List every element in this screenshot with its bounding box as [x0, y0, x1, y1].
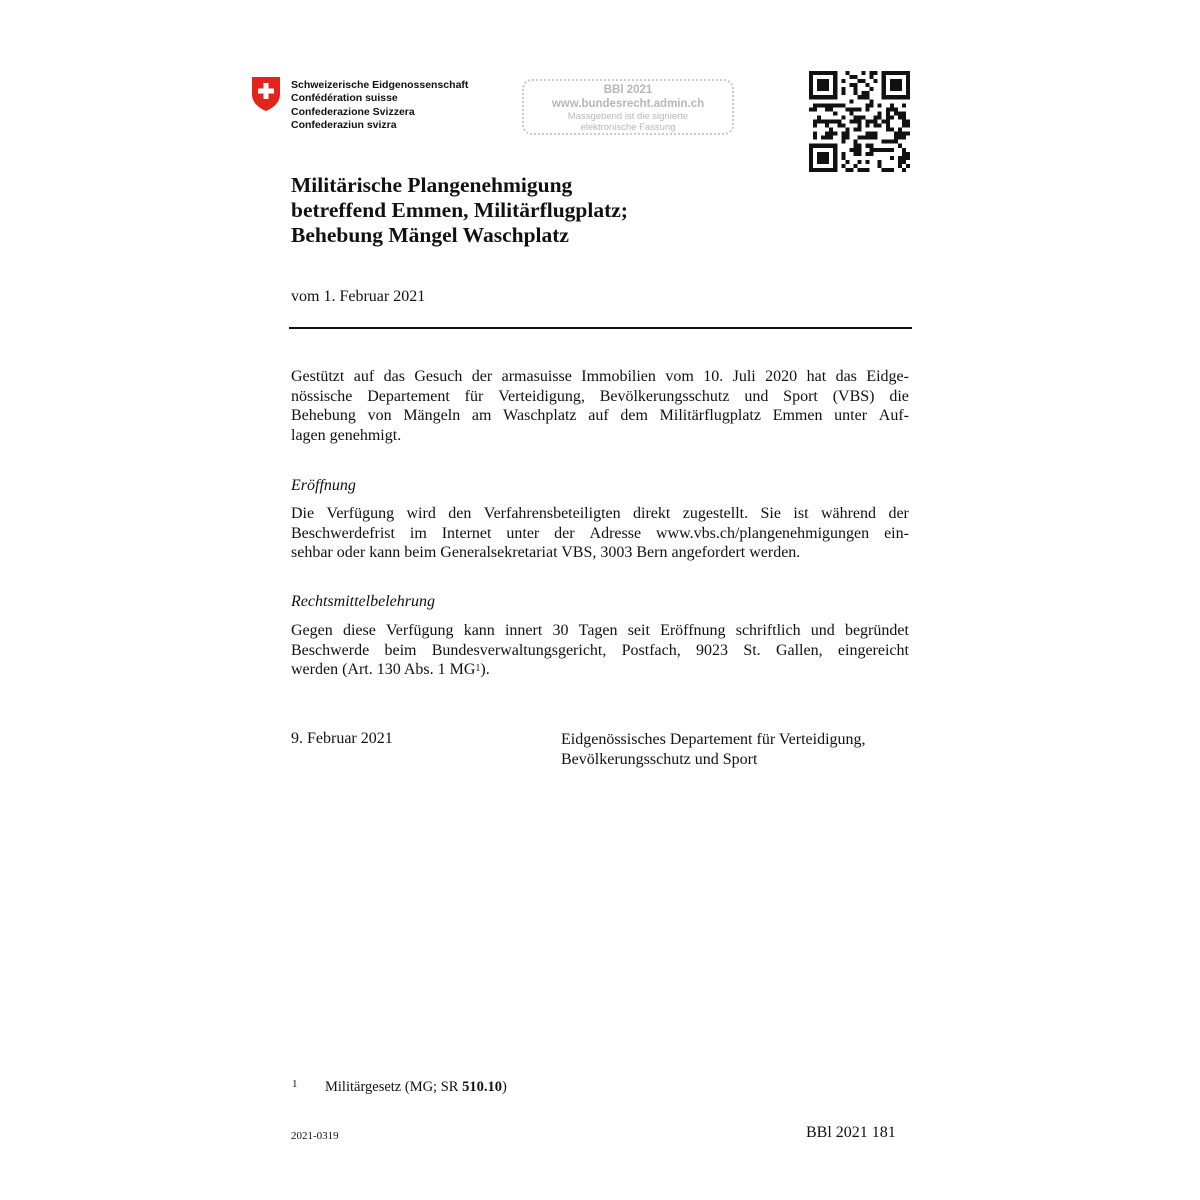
title-line-1: Militärische Plangenehmigung — [291, 173, 573, 197]
department-line-2: Bevölkerungsschutz und Sport — [561, 751, 758, 768]
appeal-line-3-end: ). — [480, 661, 490, 679]
title-line-2: betreffend Emmen, Militärflugplatz; — [291, 198, 628, 222]
word: Beschwerde — [291, 641, 370, 659]
word: den — [448, 505, 472, 522]
word: das — [835, 368, 857, 385]
opening-line-2 — [291, 524, 909, 544]
swiss-cross-icon — [251, 76, 281, 112]
footnote-ref[interactable]: 1 — [475, 663, 481, 675]
word: Bundesverwaltungsgericht, — [431, 641, 607, 659]
word: ein- — [884, 524, 909, 542]
intro-line-4: lagen genehmigt. — [291, 426, 402, 444]
opening-line-1 — [291, 504, 909, 524]
word: 10. — [703, 368, 724, 385]
word: Immobilien — [581, 368, 656, 385]
stamp-line-4: elektronische Fassung — [580, 122, 676, 133]
word: hat — [806, 368, 827, 385]
word: dem — [620, 407, 648, 425]
word: die — [889, 387, 909, 405]
confederation-line-it: Confederazione Svizzera — [291, 105, 415, 118]
appeal-line-2 — [291, 641, 909, 661]
word: Emmen — [772, 407, 823, 425]
word: Militärflugplatz — [659, 407, 761, 425]
word: Auf- — [878, 407, 909, 425]
word: am — [471, 407, 492, 425]
word: innert — [504, 622, 543, 639]
word: vom — [665, 368, 694, 385]
word: Verfügung — [326, 505, 395, 522]
word: schriftlich — [735, 622, 801, 639]
word: der — [888, 505, 909, 522]
word: Internet — [441, 524, 492, 542]
word: begründet — [844, 622, 909, 639]
document-id: 2021-0319 — [291, 1130, 339, 1142]
word: seit — [627, 622, 650, 639]
opening-paragraph — [291, 504, 909, 563]
word: Beschwerdefrist — [291, 524, 395, 542]
word: Juli — [732, 368, 756, 385]
appeal-line-1 — [291, 621, 909, 641]
divider — [289, 327, 912, 329]
confederation-line-fr: Confédération suisse — [291, 92, 398, 105]
stamp-line-2: www.bundesrecht.admin.ch — [551, 98, 705, 110]
word: das — [383, 368, 405, 385]
word: beim — [384, 641, 417, 659]
confederation-line-de: Schweizerische Eidgenossenschaft — [291, 79, 469, 91]
word: auf — [353, 368, 375, 385]
word: unter — [506, 524, 540, 542]
stamp-line-3: Massgebend ist die signierte — [567, 111, 689, 122]
word: und — [744, 387, 769, 405]
word: nössische — [291, 387, 353, 405]
word: Postfach, — [621, 641, 681, 659]
word: Adresse — [589, 524, 642, 542]
word: Gestützt — [291, 368, 345, 385]
word: www.vbs.ch/plangenehmigungen — [656, 524, 870, 542]
word: Gesuch — [414, 368, 463, 385]
footnote-text-end: ) — [501, 1079, 507, 1095]
word: Eröffnung — [660, 622, 726, 639]
word: direkt — [633, 505, 671, 522]
page-title — [291, 173, 851, 248]
appeal-paragraph — [291, 621, 909, 680]
department-line-1: Eidgenössisches Departement für Verteidigung, — [561, 731, 866, 748]
confederation-line-rm: Confederaziun svizra — [291, 118, 397, 131]
signature-date: 9. Februar 2021 — [291, 730, 393, 747]
word: armasuisse — [501, 368, 572, 385]
intro-line-3 — [291, 406, 909, 426]
word: Waschplatz — [503, 407, 577, 425]
word: der — [471, 368, 493, 385]
footnote-text — [325, 1079, 507, 1096]
word: ist — [793, 505, 809, 522]
word: der — [554, 524, 575, 542]
section-heading-opening: Eröffnung — [291, 477, 356, 494]
confederation-name — [291, 79, 468, 132]
intro-line-2 — [291, 387, 909, 407]
bbl-reference: BBl 2021 181 — [806, 1124, 896, 1141]
word: Gegen — [291, 622, 333, 639]
word: Tagen — [578, 622, 618, 639]
footnote-text-main: Militärgesetz (MG; SR — [325, 1079, 463, 1095]
appeal-line-3-text: werden (Art. 130 Abs. 1 MG — [291, 661, 476, 679]
word: Mängeln — [403, 407, 461, 425]
word: Bevölkerungsschutz — [599, 387, 730, 405]
word: Behebung — [291, 407, 356, 425]
word: 30 — [552, 622, 569, 639]
opening-line-3: sehbar oder kann beim Generalsekretariat VBS, 3003 Bern angefordert werden. — [291, 544, 801, 562]
section-heading-appeal: Rechtsmittelbelehrung — [291, 593, 435, 610]
word: kann — [463, 622, 495, 639]
word: Verteidigung, — [498, 387, 585, 405]
bbl-stamp — [522, 79, 734, 135]
qr-code-icon — [809, 71, 910, 172]
signature-department — [561, 730, 866, 770]
word: Gallen, — [775, 641, 823, 659]
word: für — [464, 387, 484, 405]
word: Verfahrensbeteiligten — [483, 505, 621, 522]
word: eingereicht — [837, 641, 909, 659]
appeal-line-3 — [291, 660, 909, 680]
word: im — [409, 524, 427, 542]
intro-line-1 — [291, 367, 909, 387]
word: unter — [834, 407, 868, 425]
word: während — [820, 505, 877, 522]
word: Eidge- — [866, 368, 909, 385]
word: St. — [743, 641, 761, 659]
decision-date: vom 1. Februar 2021 — [291, 288, 426, 305]
word: Die — [291, 505, 315, 522]
word: zugestellt. — [682, 505, 749, 522]
word: 2020 — [765, 368, 798, 385]
word: diese — [342, 622, 376, 639]
word: Verfügung — [385, 622, 454, 639]
footnote-sr-number: 510.10 — [462, 1079, 502, 1095]
footnote-number: 1 — [292, 1078, 298, 1090]
stamp-line-1: BBl 2021 — [603, 84, 653, 96]
word: (VBS) — [832, 387, 875, 405]
intro-paragraph — [291, 367, 909, 445]
word: wird — [406, 505, 436, 522]
word: und — [810, 622, 835, 639]
word: Sport — [783, 387, 818, 405]
title-line-3: Behebung Mängel Waschplatz — [291, 223, 569, 247]
word: Sie — [760, 505, 781, 522]
word: auf — [588, 407, 609, 425]
word: Departement — [367, 387, 450, 405]
word: von — [367, 407, 392, 425]
word: 9023 — [696, 641, 729, 659]
